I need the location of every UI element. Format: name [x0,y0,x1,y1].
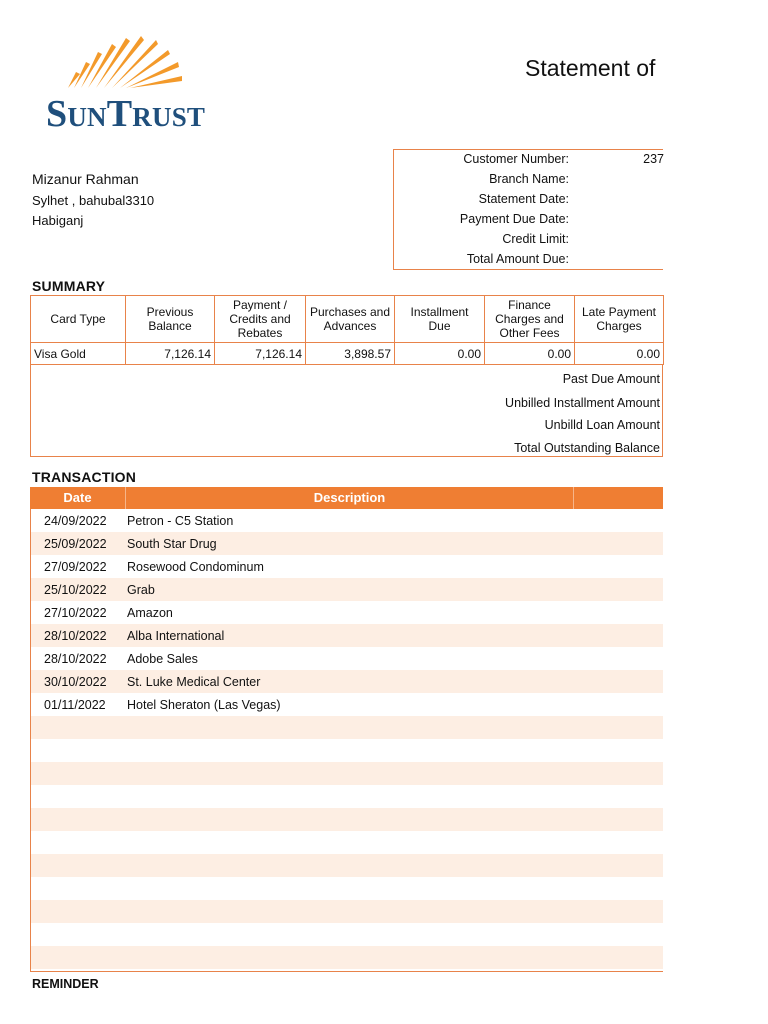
info-row-credit-limit: Credit Limit: [502,232,569,246]
totals-box [30,364,663,457]
summary-cell: 7,126.14 [126,343,215,365]
col-installment-due: Installment Due [395,296,485,343]
customer-address-line1: Sylhet , bahubal3310 [32,193,155,208]
transaction-row [31,578,663,601]
txn-description: Amazon [127,606,173,620]
col-finance-charges: Finance Charges and Other Fees [485,296,575,343]
col-previous-balance: Previous Balance [126,296,215,343]
col-payment-credits: Payment / Credits and Rebates [215,296,306,343]
summary-cell: 0.00 [575,343,664,365]
info-row-customer-number: Customer Number: 237 [463,152,664,166]
col-card-type: Card Type [31,296,126,343]
transaction-row [31,509,663,532]
transaction-row [31,670,663,693]
col-late-payment: Late Payment Charges [575,296,664,343]
empty-row [31,739,663,762]
empty-row [31,762,663,785]
info-row-branch-name: Branch Name: [489,172,569,186]
total-outstanding-balance: Total Outstanding Balance [514,441,660,455]
transaction-row [31,647,663,670]
brand-wordmark: SUNTRUST [46,93,206,135]
empty-row [31,923,663,946]
total-past-due: Past Due Amount [562,372,660,386]
summary-cell: 3,898.57 [306,343,395,365]
txn-date: 27/10/2022 [44,606,107,620]
empty-row [31,877,663,900]
brand-logo [44,32,236,135]
summary-cell: Visa Gold [31,343,126,365]
transaction-row [31,601,663,624]
txn-date: 30/10/2022 [44,675,107,689]
statement-title: Statement of [525,55,656,81]
txn-description: Adobe Sales [127,652,198,666]
summary-row [31,343,664,365]
summary-header-row [31,296,664,343]
empty-row [31,854,663,877]
col-purchases-advances: Purchases and Advances [306,296,395,343]
txn-description: Petron - C5 Station [127,514,234,528]
transaction-header [30,487,663,509]
info-row-total-amount-due: Total Amount Due: [466,252,569,266]
transaction-title: TRANSACTION [32,469,137,485]
customer-address-line2: Habiganj [32,213,84,228]
transaction-row [31,555,663,578]
empty-row [31,831,663,854]
info-row-statement-date: Statement Date: [478,192,569,206]
empty-row [31,785,663,808]
summary-table [30,295,664,365]
summary-title: SUMMARY [32,278,106,294]
empty-row [31,716,663,739]
account-info-box [393,149,663,270]
txn-description: Hotel Sheraton (Las Vegas) [127,698,281,712]
summary-cell: 0.00 [395,343,485,365]
empty-row [31,900,663,923]
txn-description: Alba International [127,629,225,643]
transaction-row [31,693,663,716]
sun-rays-icon [66,32,186,92]
empty-row [31,808,663,831]
txn-date: 25/09/2022 [44,537,107,551]
empty-row [31,946,663,969]
txn-date: 24/09/2022 [44,514,107,528]
customer-name: Mizanur Rahman [32,171,139,187]
transaction-row [31,624,663,647]
txn-date: 25/10/2022 [44,583,107,597]
col-date: Date [63,490,92,505]
total-unbilled-loan: Unbilld Loan Amount [544,418,660,432]
total-unbilled-installment: Unbilled Installment Amount [505,396,660,410]
header-divider [573,487,574,509]
col-description: Description [313,490,386,505]
txn-date: 01/11/2022 [44,698,106,712]
txn-description: St. Luke Medical Center [127,675,261,689]
summary-cell: 0.00 [485,343,575,365]
txn-date: 27/09/2022 [44,560,107,574]
txn-description: Grab [127,583,155,597]
reminder-title: REMINDER [32,977,99,991]
transaction-list [30,509,663,972]
txn-date: 28/10/2022 [44,629,107,643]
txn-description: Rosewood Condominum [127,560,264,574]
txn-description: South Star Drug [127,537,217,551]
summary-cell: 7,126.14 [215,343,306,365]
txn-date: 28/10/2022 [44,652,107,666]
transaction-row [31,532,663,555]
info-row-payment-due-date: Payment Due Date: [459,212,569,226]
